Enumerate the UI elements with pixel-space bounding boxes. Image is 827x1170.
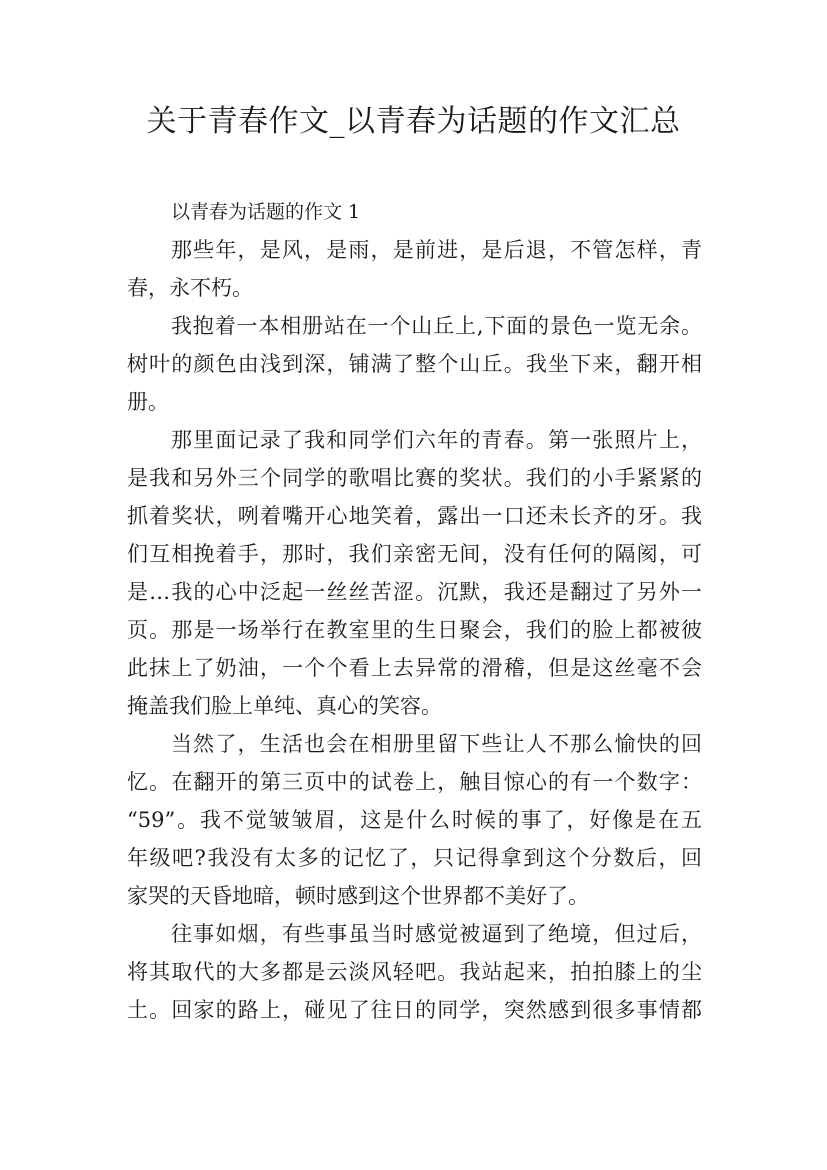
text-line: 往事如烟，有些事虽当时感觉被逼到了绝境，但过后， [171,922,702,946]
text-line: 春，永不朽。 [127,276,253,300]
paragraph [127,421,702,725]
essay-subtitle: 以青春为话题的作文 1 [171,201,361,223]
text-line: 此抹上了奶油，一个个看上去异常的滑稽，但是这丝毫不会 [127,656,702,680]
text-line: 是…我的心中泛起一丝丝苦涩。沉默，我还是翻过了另外一 [127,580,702,604]
document-body [127,193,702,1029]
paragraph [127,307,702,421]
text-line: “59”。我不觉皱皱眉，这是什么时候的事了，好像是在五 [127,808,702,832]
text-line: 家哭的天昏地暗，顿时感到这个世界都不美好了。 [127,884,589,908]
paragraph [127,725,702,915]
paragraph [127,231,702,307]
document-title: 关于青春作文_以青春为话题的作文汇总 [146,104,681,139]
paragraph [127,915,702,1029]
text-line: 那些年，是风，是雨，是前进，是后退，不管怎样，青 [171,238,702,262]
text-line: 页。那是一场举行在教室里的生日聚会，我们的脸上都被彼 [127,618,702,642]
text-line: 将其取代的大多都是云淡风轻吧。我站起来，拍拍膝上的尘 [127,960,702,984]
text-line: 是我和另外三个同学的歌唱比赛的奖状。我们的小手紧紧的 [127,466,702,490]
text-line: 们互相挽着手，那时，我们亲密无间，没有任何的隔阂，可 [127,542,702,566]
text-line: 我抱着一本相册站在一个山丘上,下面的景色一览无余。 [171,314,702,338]
text-line: 树叶的颜色由浅到深，铺满了整个山丘。我坐下来，翻开相 [127,352,702,376]
text-line: 那里面记录了我和同学们六年的青春。第一张照片上， [171,428,702,452]
text-line: 当然了，生活也会在相册里留下些让人不那么愉快的回 [171,732,702,756]
text-line: 掩盖我们脸上单纯、真心的笑容。 [127,694,442,718]
text-line: 土。回家的路上，碰见了往日的同学，突然感到很多事情都 [127,998,702,1022]
text-line: 忆。在翻开的第三页中的试卷上，触目惊心的有一个数字： [127,770,702,794]
text-line: 抓着奖状，咧着嘴开心地笑着，露出一口还未长齐的牙。我 [127,504,702,528]
text-line: 册。 [127,390,169,414]
text-line: 年级吧?我没有太多的记忆了，只记得拿到这个分数后，回 [127,846,702,870]
